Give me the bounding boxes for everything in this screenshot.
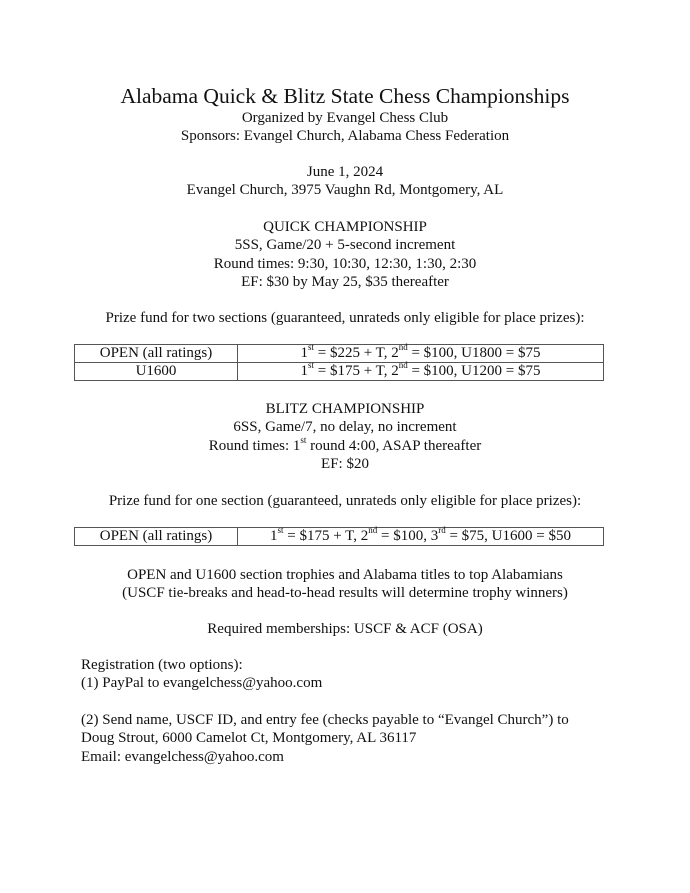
trophies-line-2: (USCF tie-breaks and head-to-head results will determine trophy winners) [122, 585, 568, 602]
sponsors-text: Sponsors: Evangel Church, Alabama Chess Federation [180, 128, 510, 145]
blitz-entry-fee: EF: $20 [321, 455, 369, 472]
registration-mail [81, 711, 661, 766]
quick-format: 5SS, Game/20 + 5-second increment [234, 237, 456, 254]
section-name: OPEN (all ratings) [75, 345, 238, 363]
registration-option-1: (1) PayPal to evangelchess@yahoo.com [81, 675, 323, 692]
section-name: U1600 [75, 363, 238, 381]
section-name: OPEN (all ratings) [75, 528, 238, 546]
event-info [0, 163, 690, 200]
quick-round-times: Round times: 9:30, 10:30, 12:30, 1:30, 2:30 [213, 255, 477, 272]
table-row [75, 363, 604, 381]
registration-heading: Registration (two options): [81, 657, 243, 673]
blitz-round-times: Round times: 1st round 4:00, ASAP thereafter [208, 434, 482, 454]
table-row [75, 345, 604, 363]
memberships-text: Required memberships: USCF & ACF (OSA) [207, 621, 483, 637]
quick-prize-intro: Prize fund for two sections (guaranteed, unrateds only eligible for place prizes): [105, 310, 585, 326]
header-info [0, 109, 690, 146]
prize-cell: 1st = $175 + T, 2nd = $100, U1200 = $75 [238, 363, 604, 381]
blitz-section [0, 400, 690, 473]
trophies-info [0, 566, 690, 603]
registration-block [81, 656, 661, 693]
event-date: June 1, 2024 [306, 164, 384, 180]
blitz-prize-table [74, 527, 604, 546]
blitz-format: 6SS, Game/7, no delay, no increment [233, 419, 457, 436]
quick-section [0, 218, 690, 291]
quick-prize-table [74, 344, 604, 381]
prize-cell: 1st = $225 + T, 2nd = $100, U1800 = $75 [238, 345, 604, 363]
prize-cell: 1st = $175 + T, 2nd = $100, 3rd = $75, U1600 = $50 [238, 528, 604, 546]
trophies-line-1: OPEN and U1600 section trophies and Alabama titles to top Alabamians [127, 567, 563, 583]
contact-email: Email: evangelchess@yahoo.com [81, 748, 284, 765]
event-location: Evangel Church, 3975 Vaughn Rd, Montgomery, AL [186, 182, 504, 199]
registration-option-2: (2) Send name, USCF ID, and entry fee (checks payable to “Evangel Church”) to [81, 712, 569, 728]
mailing-address: Doug Strout, 6000 Camelot Ct, Montgomery, AL 36117 [81, 730, 417, 747]
blitz-prize-intro: Prize fund for one section (guaranteed, unrateds only eligible for place prizes): [108, 493, 582, 509]
organizer-text: Organized by Evangel Chess Club [241, 110, 449, 126]
table-row [75, 528, 604, 546]
quick-heading: QUICK CHAMPIONSHIP [263, 219, 427, 235]
page-title: Alabama Quick & Blitz State Chess Championships [120, 84, 570, 108]
quick-entry-fee: EF: $30 by May 25, $35 thereafter [241, 273, 449, 290]
blitz-heading: BLITZ CHAMPIONSHIP [265, 401, 425, 417]
